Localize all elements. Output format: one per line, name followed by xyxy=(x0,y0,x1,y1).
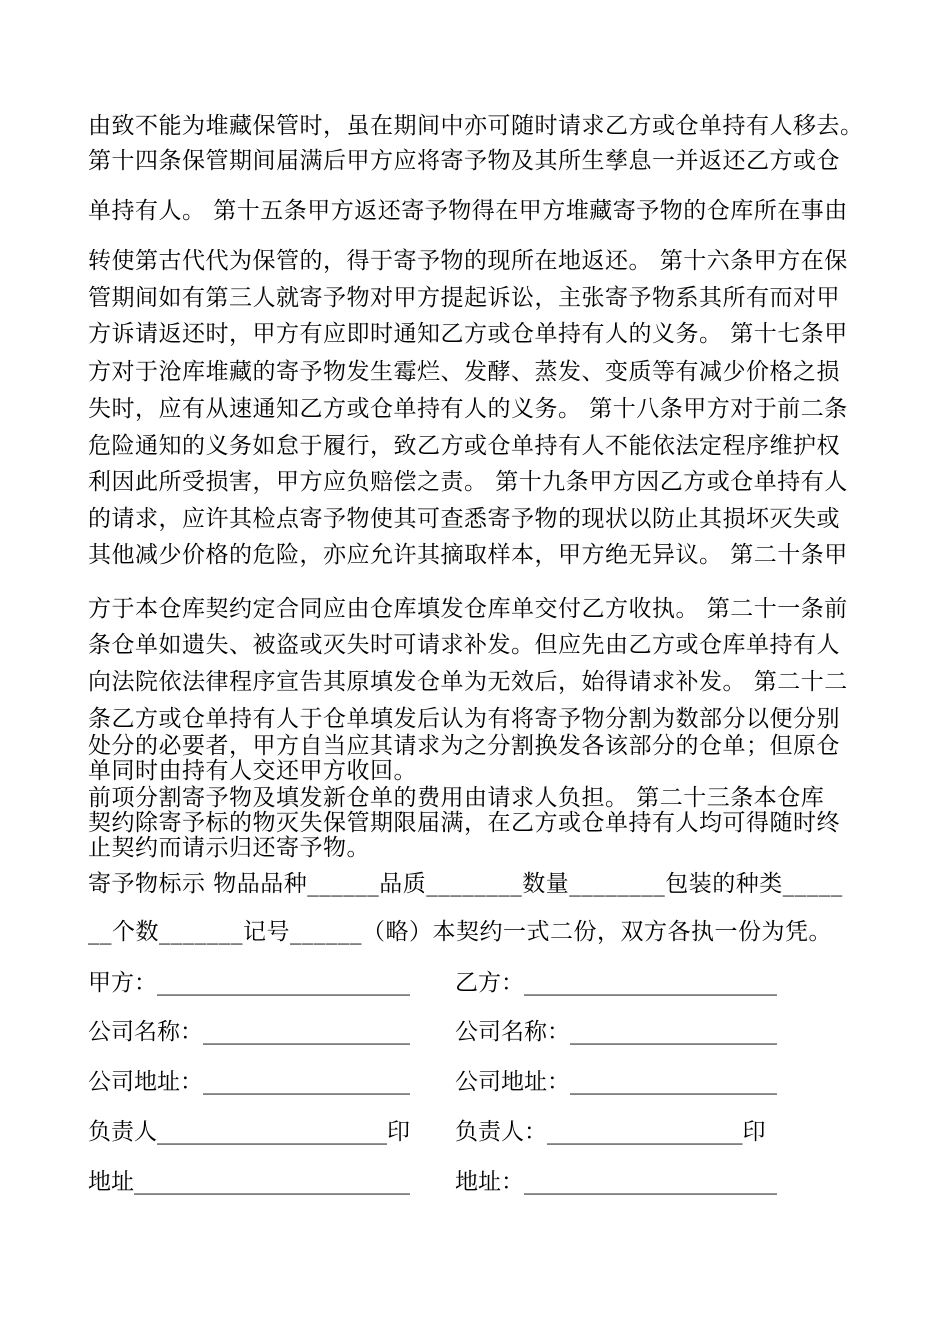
party-a-company-name-field: 公司名称：__________________ xyxy=(88,1019,410,1045)
party-a-responsible-person-field: 负责人____________________印 xyxy=(88,1119,410,1145)
body-line: 条乙方或仓单持有人于仓单填发后认为有将寄予物分割为数部分以便分别 xyxy=(88,706,840,732)
party-a-field: 甲方：______________________ xyxy=(88,970,410,996)
body-line: 转使第古代代为保管的，得于寄予物的现所在地返还。 第十六条甲方在保 xyxy=(88,248,848,274)
party-b-responsible-person-field: 负责人：_________________印 xyxy=(455,1119,766,1145)
body-line: 向法院依法律程序宣告其原填发仓单为无效后，始得请求补发。 第二十二 xyxy=(88,669,848,695)
body-line: 方对于沧库堆藏的寄予物发生霉烂、发酵、蒸发、变质等有减少价格之损 xyxy=(88,359,840,385)
body-line: 利因此所受损害，甲方应负赔偿之责。 第十九条甲方因乙方或仓单持有人 xyxy=(88,469,848,495)
body-line: 由致不能为堆藏保管时，虽在期间中亦可随时请求乙方或仓单持有人移去。 xyxy=(88,113,864,139)
body-line: 方于本仓库契约定合同应由仓库填发仓库单交付乙方收执。 第二十一条前 xyxy=(88,596,848,622)
party-a-company-address-field: 公司地址：__________________ xyxy=(88,1069,410,1095)
party-b-address-field: 地址：______________________ xyxy=(455,1169,777,1195)
body-line: 契约除寄予标的物灭失保管期限届满，在乙方或仓单持有人均可得随时终 xyxy=(88,810,840,836)
goods-description-line: 寄予物标示 物品品种______品质________数量________包装的种类_____ xyxy=(88,871,843,897)
body-line: 其他减少价格的危险，亦应允许其摘取样本，甲方绝无异议。 第二十条甲 xyxy=(88,542,848,568)
body-line: 的请求，应许其检点寄予物使其可查悉寄予物的现状以防止其损坏灭失或 xyxy=(88,506,840,532)
body-line: 单持有人。 第十五条甲方返还寄予物得在甲方堆藏寄予物的仓库所在事由 xyxy=(88,198,848,224)
body-line: 危险通知的义务如怠于履行，致乙方或仓单持有人不能依法定程序维护权 xyxy=(88,433,840,459)
body-line: 方诉请返还时，甲方有应即时通知乙方或仓单持有人的义务。 第十七条甲 xyxy=(88,321,848,347)
body-line: 单同时由持有人交还甲方收回。 xyxy=(88,758,417,784)
party-b-company-name-field: 公司名称：__________________ xyxy=(455,1019,777,1045)
body-line: 处分的必要者，甲方自当应其请求为之分割换发各该部分的仓单；但原仓 xyxy=(88,733,840,759)
party-a-address-field: 地址________________________ xyxy=(88,1169,410,1195)
body-line: 止契约而请示归还寄予物。 xyxy=(88,835,370,861)
body-line: 管期间如有第三人就寄予物对甲方提起诉讼，主张寄予物系其所有而对甲 xyxy=(88,285,840,311)
party-b-company-address-field: 公司地址：__________________ xyxy=(455,1069,777,1095)
body-line: 第十四条保管期间届满后甲方应将寄予物及其所生孳息一并返还乙方或仓 xyxy=(88,148,840,174)
body-line: 条仓单如遗失、被盗或灭失时可请求补发。但应先由乙方或仓库单持有人 xyxy=(88,632,840,658)
goods-description-line: __个数_______记号______（略）本契约一式二份，双方各执一份为凭。 xyxy=(88,919,832,945)
body-line: 失时，应有从速通知乙方或仓单持有人的义务。 第十八条甲方对于前二条 xyxy=(88,396,848,422)
body-line: 前项分割寄予物及填发新仓单的费用由请求人负担。 第二十三条本仓库 xyxy=(88,785,825,811)
party-b-field: 乙方：______________________ xyxy=(455,970,777,996)
